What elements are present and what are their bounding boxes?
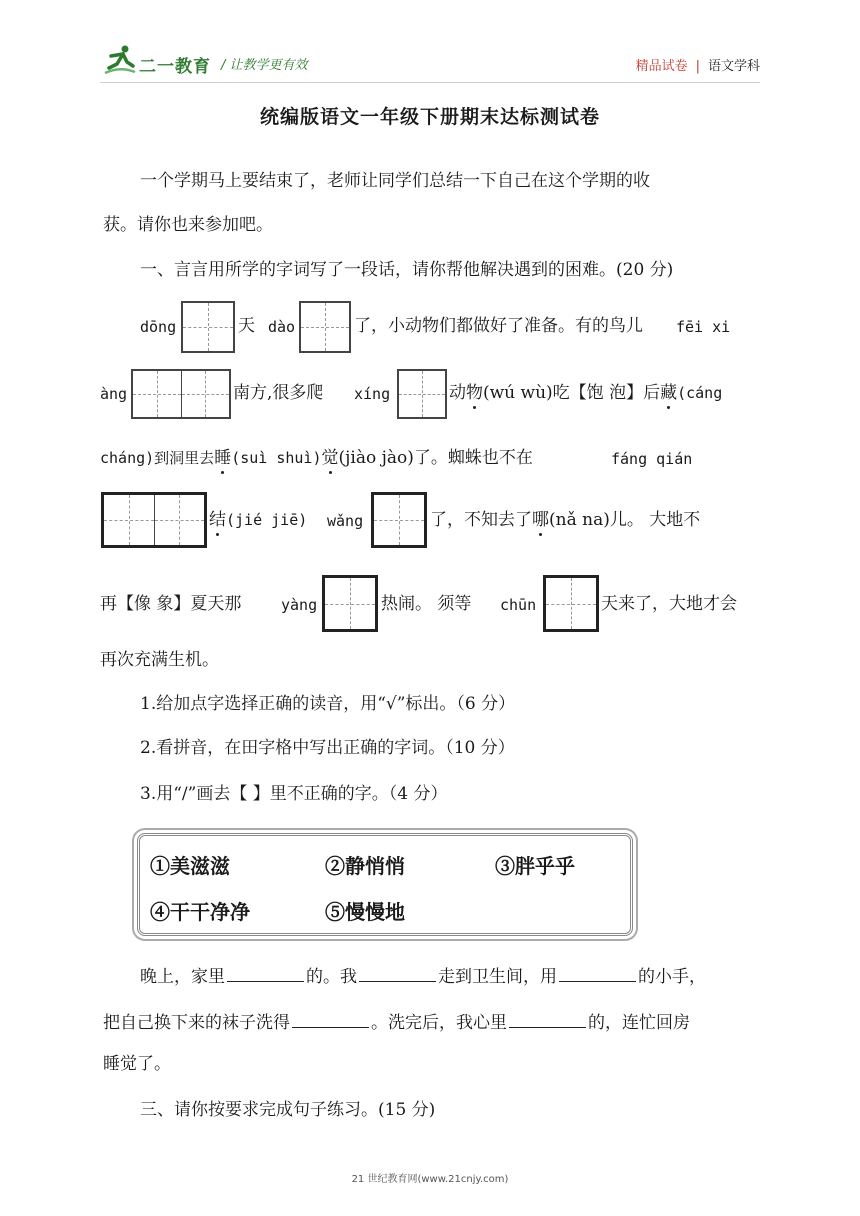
dotted-char-jie: 结 [209, 510, 226, 530]
passage-line5-rest: 天来了，大地才会 [601, 594, 737, 614]
fill-2c: 的，连忙回房 [588, 1013, 690, 1033]
page-title: 统编版语文一年级下册期末达标测试卷 [259, 106, 600, 128]
pinyin-feixi: fēi xi [676, 318, 731, 336]
dotted-char-cang: 藏 [660, 383, 678, 403]
task-3: 3.用“/”画去【 】里不正确的字。（4 分） [140, 784, 448, 804]
word-1: ①美滋滋 [150, 854, 230, 878]
tianzi-grid-feixiang[interactable] [131, 369, 231, 419]
blank-1[interactable] [227, 966, 304, 982]
passage-line1-rest: 了，小动物们都做好了准备。有的鸟儿 [354, 316, 643, 336]
passage-line4-rest: 了，不知去了 [430, 510, 532, 530]
passage-jiao: (jiào jào)了。蜘蛛也不在 [338, 448, 533, 468]
tianzi-grid-wang[interactable] [371, 492, 427, 548]
fill-1d: 的小手， [638, 967, 706, 987]
fill-2a: 把自己换下来的袜子洗得 [103, 1013, 290, 1033]
tianzi-grid-xing[interactable] [397, 369, 447, 419]
fill-1a: 晚上，家里 [140, 967, 225, 987]
pinyin-yang: yàng [281, 596, 318, 614]
tianzi-grid-chun[interactable] [543, 575, 599, 632]
slogan: / 让教学更有效 [221, 58, 308, 73]
intro-line-1: 一个学期马上要结束了，老师让同学们总结一下自己在这个学期的收 [140, 171, 650, 191]
task-2: 2.看拼音，在田字格中写出正确的字词。（10 分） [140, 738, 515, 758]
pinyin-ang: àng [100, 385, 128, 403]
passage-nanfang: 南方,很多爬 [233, 383, 324, 403]
char-tian: 天 [238, 316, 255, 336]
fill-line-1 [140, 966, 706, 986]
tianzi-grid-dao[interactable] [299, 301, 351, 353]
fill-1b: 的。我 [306, 967, 357, 987]
tianzi-grid-yang[interactable] [322, 575, 378, 632]
passage-chang: cháng)到洞里去 [100, 449, 215, 467]
char-dong: 动 [449, 383, 466, 403]
passage-dongwu [449, 385, 722, 402]
fill-2b: 。洗完后，我心里 [371, 1013, 507, 1033]
task-1: 1.给加点字选择正确的读音，用“√”标出。（6 分） [140, 694, 516, 714]
fill-line-3: 睡觉了。 [103, 1054, 171, 1074]
word-2: ②静悄悄 [325, 854, 405, 878]
dotted-char-na: 哪 [532, 510, 549, 530]
fill-1c: 走到卫生间，用 [438, 967, 557, 987]
pinyin-dao: dào [268, 318, 296, 336]
word-4: ④干干净净 [150, 900, 250, 924]
passage-jiejie: (jié jiē) [226, 511, 308, 529]
pinyin-wang: wǎng [327, 512, 364, 530]
pinyin-fangqian: fáng qián [611, 450, 693, 468]
fill-line-2 [103, 1012, 690, 1032]
passage-line3 [100, 450, 533, 467]
tag-quality: 精品试卷 [635, 59, 688, 74]
header-divider [100, 82, 760, 83]
logo-text: 二一教育 [139, 57, 211, 77]
word-bank [137, 833, 633, 936]
logo [103, 44, 333, 80]
footer: 21 世纪教育网(www.21cnjy.com) [351, 1174, 509, 1185]
pinyin-cang: (cáng [677, 384, 723, 402]
section1-heading: 一、言言用所学的字词写了一段话，请你帮他解决遇到的困难。(20 分) [140, 260, 674, 280]
blank-3[interactable] [559, 966, 636, 982]
blank-2[interactable] [359, 966, 436, 982]
passage-line6: 再次充满生机。 [100, 650, 219, 670]
passage-renao: 热闹。 须等 [381, 594, 472, 614]
word-3: ③胖乎乎 [495, 854, 575, 878]
tianzi-grid-dong[interactable] [181, 301, 235, 353]
blank-4[interactable] [292, 1012, 369, 1028]
passage-nana: (nǎ na)儿。 大地不 [549, 510, 701, 530]
passage-suishui: (suì shuì) [231, 449, 322, 467]
passage-zai: 再【像 象】夏天那 [100, 594, 242, 614]
passage-wuwu: (wú wù)吃【饱 泡】后 [483, 383, 661, 403]
dotted-char-wu: 物 [466, 383, 483, 403]
intro-line-2: 获。请你也来参加吧。 [103, 215, 273, 235]
dotted-char-jue: 觉 [321, 448, 339, 468]
header-tags [636, 55, 760, 74]
word-5: ⑤慢慢地 [325, 900, 405, 924]
passage-line4b [430, 512, 700, 529]
tag-separator: | [695, 59, 700, 74]
blank-5[interactable] [509, 1012, 586, 1028]
pinyin-chun: chūn [500, 596, 537, 614]
tag-subject: 语文学科 [707, 59, 760, 74]
dotted-char-shui: 睡 [214, 448, 232, 468]
pinyin-xing: xíng [354, 385, 391, 403]
pinyin-dong: dōng [140, 318, 177, 336]
tianzi-grid-fangqian[interactable] [101, 492, 207, 548]
page-header [0, 0, 860, 82]
passage-line4a [209, 512, 307, 529]
runner-icon [103, 44, 137, 76]
section3-heading: 三、请你按要求完成句子练习。(15 分) [140, 1100, 436, 1120]
